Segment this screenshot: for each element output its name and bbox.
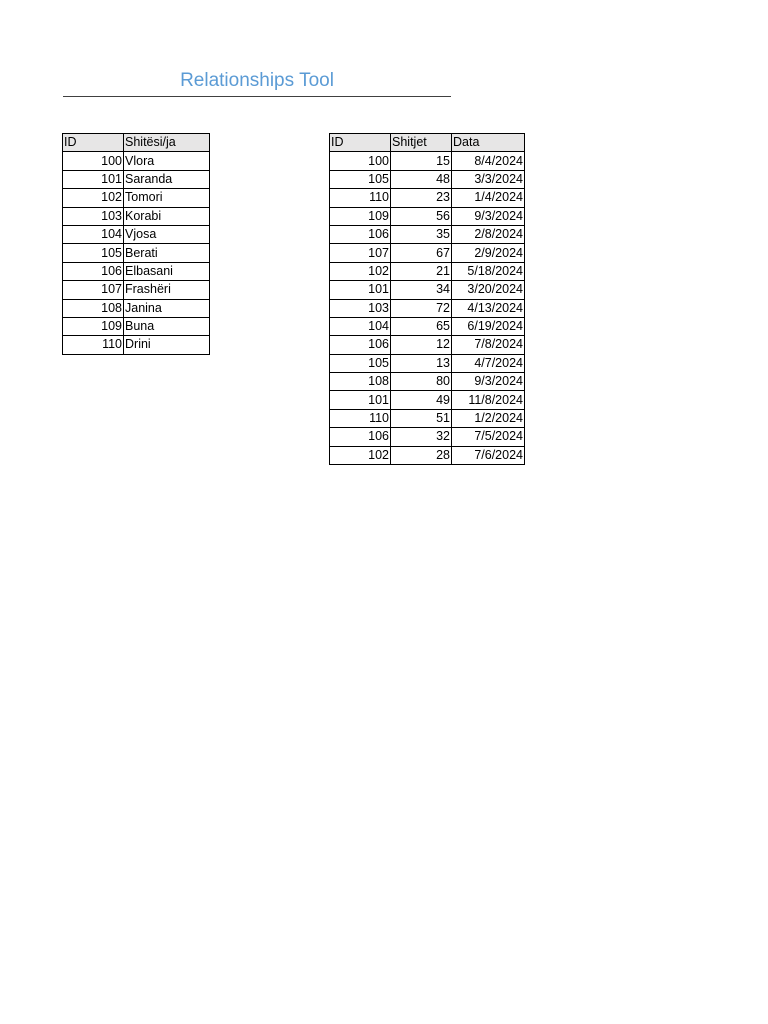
table-cell[interactable]: Korabi bbox=[124, 207, 210, 225]
table-row bbox=[330, 409, 525, 427]
table-row bbox=[330, 244, 525, 262]
table-cell[interactable]: 6/19/2024 bbox=[452, 317, 525, 335]
table-cell[interactable]: 103 bbox=[63, 207, 124, 225]
table-row bbox=[63, 281, 210, 299]
table-cell[interactable]: 107 bbox=[63, 281, 124, 299]
table-cell[interactable]: 67 bbox=[391, 244, 452, 262]
table-cell[interactable]: Tomori bbox=[124, 189, 210, 207]
table-cell[interactable]: 9/3/2024 bbox=[452, 207, 525, 225]
table-cell[interactable]: 2/8/2024 bbox=[452, 225, 525, 243]
table-row bbox=[330, 428, 525, 446]
table-cell[interactable]: 11/8/2024 bbox=[452, 391, 525, 409]
table-cell[interactable]: 106 bbox=[330, 336, 391, 354]
table-cell[interactable]: 5/18/2024 bbox=[452, 262, 525, 280]
table-cell[interactable]: 110 bbox=[330, 409, 391, 427]
table-cell[interactable]: 102 bbox=[63, 189, 124, 207]
table-cell[interactable]: 35 bbox=[391, 225, 452, 243]
table-cell[interactable]: Saranda bbox=[124, 170, 210, 188]
table-cell[interactable]: 110 bbox=[330, 189, 391, 207]
table-cell[interactable]: 105 bbox=[330, 170, 391, 188]
table-cell[interactable]: Berati bbox=[124, 244, 210, 262]
sellers-table bbox=[62, 133, 210, 355]
table-cell[interactable]: 12 bbox=[391, 336, 452, 354]
table-row bbox=[63, 207, 210, 225]
table-cell[interactable]: 1/2/2024 bbox=[452, 409, 525, 427]
table-header-row bbox=[330, 134, 525, 152]
header-cell[interactable]: Data bbox=[452, 134, 525, 152]
table-cell[interactable]: Drini bbox=[124, 336, 210, 354]
table-cell[interactable]: 1/4/2024 bbox=[452, 189, 525, 207]
table-row bbox=[63, 262, 210, 280]
table-row bbox=[330, 391, 525, 409]
table-row bbox=[63, 225, 210, 243]
table-row bbox=[330, 446, 525, 464]
table-cell[interactable]: 102 bbox=[330, 262, 391, 280]
table-row bbox=[330, 189, 525, 207]
table-cell[interactable]: 2/9/2024 bbox=[452, 244, 525, 262]
table-cell[interactable]: 108 bbox=[63, 299, 124, 317]
table-cell[interactable]: 23 bbox=[391, 189, 452, 207]
table-row bbox=[330, 170, 525, 188]
table-cell[interactable]: 7/8/2024 bbox=[452, 336, 525, 354]
table-cell[interactable]: 32 bbox=[391, 428, 452, 446]
table-cell[interactable]: Vlora bbox=[124, 152, 210, 170]
table-cell[interactable]: 101 bbox=[330, 281, 391, 299]
table-cell[interactable]: 104 bbox=[63, 225, 124, 243]
table-cell[interactable]: 21 bbox=[391, 262, 452, 280]
table-header-row bbox=[63, 134, 210, 152]
table-cell[interactable]: 109 bbox=[63, 317, 124, 335]
sales-table bbox=[329, 133, 525, 465]
table-cell[interactable]: 56 bbox=[391, 207, 452, 225]
table-cell[interactable]: 100 bbox=[330, 152, 391, 170]
table-cell[interactable]: 28 bbox=[391, 446, 452, 464]
table-cell[interactable]: 106 bbox=[330, 428, 391, 446]
table-row bbox=[330, 225, 525, 243]
table-row bbox=[63, 299, 210, 317]
table-cell[interactable]: Buna bbox=[124, 317, 210, 335]
table-cell[interactable]: 48 bbox=[391, 170, 452, 188]
header-cell[interactable]: ID bbox=[330, 134, 391, 152]
table-row bbox=[330, 262, 525, 280]
table-cell[interactable]: 106 bbox=[63, 262, 124, 280]
table-cell[interactable]: Frashëri bbox=[124, 281, 210, 299]
table-cell[interactable]: Elbasani bbox=[124, 262, 210, 280]
header-cell[interactable]: Shitjet bbox=[391, 134, 452, 152]
table-row bbox=[330, 336, 525, 354]
table-row bbox=[330, 207, 525, 225]
table-cell[interactable]: 100 bbox=[63, 152, 124, 170]
header-cell[interactable]: ID bbox=[63, 134, 124, 152]
table-cell[interactable]: 7/5/2024 bbox=[452, 428, 525, 446]
table-cell[interactable]: 9/3/2024 bbox=[452, 373, 525, 391]
table-row bbox=[63, 317, 210, 335]
table-cell[interactable]: 109 bbox=[330, 207, 391, 225]
table-row bbox=[63, 244, 210, 262]
table-cell[interactable]: 102 bbox=[330, 446, 391, 464]
table-cell[interactable]: 51 bbox=[391, 409, 452, 427]
table-cell[interactable]: 106 bbox=[330, 225, 391, 243]
table-cell[interactable]: 15 bbox=[391, 152, 452, 170]
table-row bbox=[330, 317, 525, 335]
table-row bbox=[330, 373, 525, 391]
table-row bbox=[63, 336, 210, 354]
table-cell[interactable]: 72 bbox=[391, 299, 452, 317]
table-cell[interactable]: 13 bbox=[391, 354, 452, 372]
table-cell[interactable]: 3/20/2024 bbox=[452, 281, 525, 299]
table-cell[interactable]: 80 bbox=[391, 373, 452, 391]
table-cell[interactable]: 65 bbox=[391, 317, 452, 335]
table-cell[interactable]: 105 bbox=[63, 244, 124, 262]
table-row bbox=[330, 152, 525, 170]
table-cell[interactable]: Janina bbox=[124, 299, 210, 317]
table-cell[interactable]: 4/7/2024 bbox=[452, 354, 525, 372]
table-row bbox=[63, 152, 210, 170]
table-row bbox=[330, 281, 525, 299]
table-cell[interactable]: Vjosa bbox=[124, 225, 210, 243]
table-cell[interactable]: 108 bbox=[330, 373, 391, 391]
table-row bbox=[63, 170, 210, 188]
table-row bbox=[330, 299, 525, 317]
page-title: Relationships Tool bbox=[180, 70, 334, 91]
table-cell[interactable]: 103 bbox=[330, 299, 391, 317]
table-cell[interactable]: 105 bbox=[330, 354, 391, 372]
table-cell[interactable]: 4/13/2024 bbox=[452, 299, 525, 317]
table-cell[interactable]: 101 bbox=[330, 391, 391, 409]
table-row bbox=[63, 189, 210, 207]
table-cell[interactable]: 104 bbox=[330, 317, 391, 335]
table-cell[interactable]: 34 bbox=[391, 281, 452, 299]
title-underline bbox=[63, 96, 451, 97]
table-cell[interactable]: 101 bbox=[63, 170, 124, 188]
table-cell[interactable]: 107 bbox=[330, 244, 391, 262]
table-cell[interactable]: 49 bbox=[391, 391, 452, 409]
table-cell[interactable]: 3/3/2024 bbox=[452, 170, 525, 188]
table-cell[interactable]: 7/6/2024 bbox=[452, 446, 525, 464]
table-row bbox=[330, 354, 525, 372]
table-cell[interactable]: 8/4/2024 bbox=[452, 152, 525, 170]
table-cell[interactable]: 110 bbox=[63, 336, 124, 354]
header-cell[interactable]: Shitësi/ja bbox=[124, 134, 210, 152]
